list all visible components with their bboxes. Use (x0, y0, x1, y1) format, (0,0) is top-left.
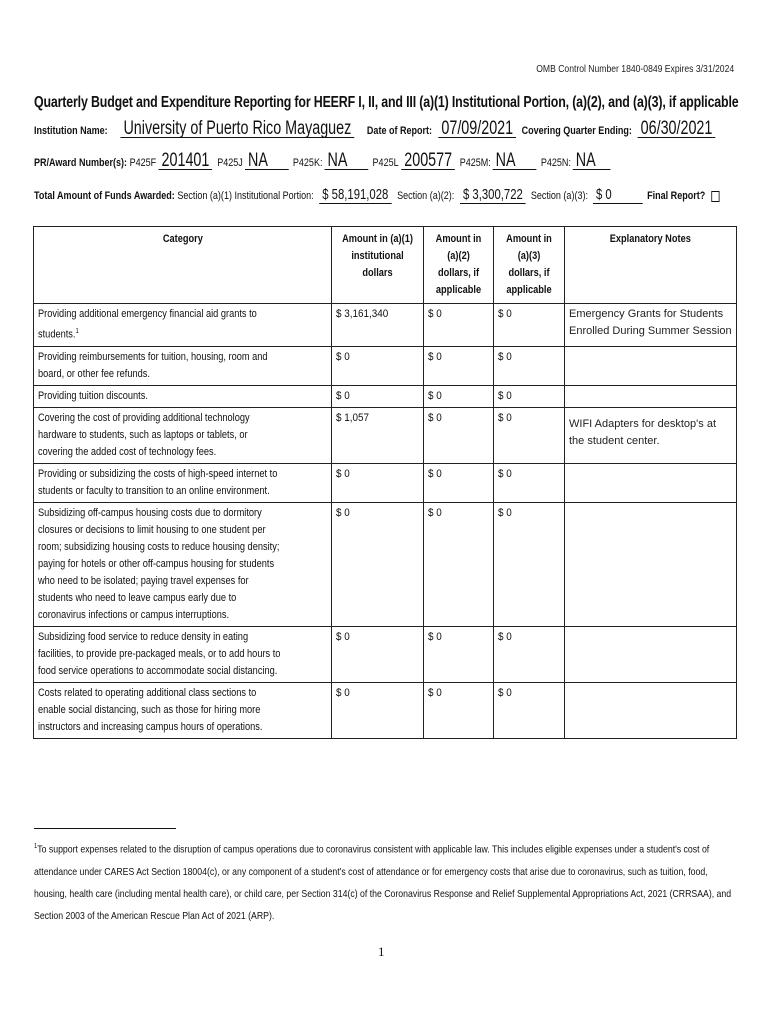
a2-award-field[interactable]: $ 3,300,722 (460, 186, 526, 204)
footnote-text: To support expenses related to the disruption of campus operations due to coronavirus consistent with applicable law. This includes eligible expenses under a student's cost of attendance under CARES Act Section 18004(c), or any component of a student's cost of attendance or for emergency costs that arise due to coronavirus, such as tuition, food, housing, health care (including mental health care), or child care, per Section 314(c) of the Coronavirus Response and Relief Supplemental Appropriations Act, 2021 (CRRSAA), and Section 2003 of the American Rescue Plan Act of 2021 (ARP). (34, 843, 732, 922)
table-row (34, 304, 737, 347)
category-header: Category (34, 227, 332, 304)
p425n-label: P425N: (540, 157, 571, 169)
a3-amount-cell[interactable]: $ 0 (494, 304, 565, 347)
category-cell: Subsidizing food service to reduce density in eating facilities, to provide pre-packaged meals, or to add hours to food service operations to accommodate social distancing. (34, 626, 332, 682)
category-cell: Providing reimbursements for tuition, housing, room and board, or other fee refunds. (34, 346, 332, 385)
a1-amount-cell[interactable]: $ 0 (332, 682, 424, 738)
footnote-ref: 1 (75, 328, 79, 335)
p425f-field[interactable]: 201401 (158, 152, 212, 170)
a3-amount-cell[interactable]: $ 0 (494, 463, 565, 502)
a2-amount-header: Amount in (a)(2) dollars, if applicable (424, 227, 494, 304)
date-of-report-field[interactable]: 07/09/2021 (438, 120, 516, 138)
final-report-checkbox[interactable] (711, 191, 719, 202)
footnote-divider (34, 828, 176, 829)
footnote (34, 836, 735, 927)
category-cell: Providing additional emergency financial aid grants to students.$^1$ (34, 304, 332, 347)
a3-amount-cell[interactable]: $ 0 (494, 502, 565, 626)
a3-amount-header: Amount in (a)(3) dollars, if applicable (494, 227, 565, 304)
notes-cell[interactable] (565, 502, 737, 626)
a2-amount-cell[interactable]: $ 0 (424, 385, 494, 407)
a3-amount-cell[interactable]: $ 0 (494, 346, 565, 385)
a2-amount-cell[interactable]: $ 0 (424, 407, 494, 463)
total-funds-line (34, 186, 719, 204)
a3-amount-cell[interactable]: $ 0 (494, 626, 565, 682)
covering-quarter-field[interactable]: 06/30/2021 (638, 120, 716, 138)
p425k-field[interactable]: NA (324, 152, 368, 170)
institution-label: Institution Name: (34, 125, 108, 137)
p425l-field[interactable]: 200577 (401, 152, 455, 170)
notes-cell[interactable] (565, 463, 737, 502)
expenditure-table (33, 226, 737, 739)
a3-amount-cell[interactable]: $ 0 (494, 407, 565, 463)
category-cell: Providing or subsidizing the costs of high-speed internet to students or faculty to transition to an online environment. (34, 463, 332, 502)
a1-amount-cell[interactable]: $ 0 (332, 502, 424, 626)
a2-amount-cell[interactable]: $ 0 (424, 346, 494, 385)
notes-cell[interactable]: WIFI Adapters for desktop's at the student center. (565, 407, 737, 463)
notes-header: Explanatory Notes (565, 227, 737, 304)
a3-amount-cell[interactable]: $ 0 (494, 682, 565, 738)
omb-control-number: OMB Control Number 1840-0849 Expires 3/31/2024 (536, 64, 734, 75)
a1-amount-cell[interactable]: $ 0 (332, 385, 424, 407)
table-row (34, 626, 737, 682)
covering-quarter-label: Covering Quarter Ending: (521, 125, 632, 137)
pr-award-label: PR/Award Number(s): (34, 157, 128, 169)
p425m-field[interactable]: NA (493, 152, 537, 170)
a1-amount-cell[interactable]: $ 0 (332, 463, 424, 502)
a1-amount-cell[interactable]: $ 1,057 (332, 407, 424, 463)
p425f-label: P425F (129, 157, 157, 169)
table-row (34, 502, 737, 626)
a2-amount-cell[interactable]: $ 0 (424, 304, 494, 347)
p425l-label: P425L (372, 157, 399, 169)
table-row (34, 682, 737, 738)
a1-portion-label: Section (a)(1) Institutional Portion: (177, 190, 314, 202)
final-report-label: Final Report? (647, 190, 706, 202)
category-cell: Subsidizing off-campus housing costs due to dormitory closures or decisions to limit housing to one student per room; subsidizing housing costs to reduce housing density; paying for hotels or other off-campus housing for students who need to be isolated; paying travel expenses for students who need to leave campus early due to coronavirus infections or campus interruptions. (34, 502, 332, 626)
notes-cell[interactable]: Emergency Grants for Students Enrolled During Summer Session (565, 304, 737, 347)
a2-section-label: Section (a)(2): (397, 190, 455, 202)
award-numbers-line (34, 152, 612, 170)
category-cell: Costs related to operating additional class sections to enable social distancing, such as those for hiring more instructors and increasing campus hours of operations. (34, 682, 332, 738)
a1-amount-cell[interactable]: $ 3,161,340 (332, 304, 424, 347)
institution-name-field[interactable]: University of Puerto Rico Mayaguez (120, 120, 354, 138)
p425j-field[interactable]: NA (245, 152, 289, 170)
notes-cell[interactable] (565, 626, 737, 682)
page-title: Quarterly Budget and Expenditure Reporting for HEERF I, II, and III (a)(1) Institutional Portion, (a)(2), and (a)(3), if applicable (34, 94, 739, 111)
date-of-report-label: Date of Report: (366, 125, 433, 137)
table-row (34, 463, 737, 502)
category-cell: Providing tuition discounts. (34, 385, 332, 407)
notes-cell[interactable] (565, 385, 737, 407)
table-row (34, 407, 737, 463)
table-row (34, 346, 737, 385)
a3-section-label: Section (a)(3): (530, 190, 588, 202)
p425m-label: P425M: (459, 157, 491, 169)
p425n-field[interactable]: NA (573, 152, 611, 170)
a2-amount-cell[interactable]: $ 0 (424, 626, 494, 682)
a2-amount-cell[interactable]: $ 0 (424, 463, 494, 502)
page-number: 1 (378, 944, 385, 959)
notes-cell[interactable] (565, 682, 737, 738)
p425k-label: P425K: (292, 157, 323, 169)
footnote-mark: 1 (34, 843, 38, 850)
total-funds-label: Total Amount of Funds Awarded: (34, 190, 175, 202)
a2-amount-cell[interactable]: $ 0 (424, 502, 494, 626)
table-header-row (34, 227, 737, 304)
a2-amount-cell[interactable]: $ 0 (424, 682, 494, 738)
p425j-label: P425J (217, 157, 243, 169)
a3-amount-cell[interactable]: $ 0 (494, 385, 565, 407)
a1-amount-cell[interactable]: $ 0 (332, 346, 424, 385)
notes-cell[interactable] (565, 346, 737, 385)
a1-award-field[interactable]: $ 58,191,028 (319, 186, 391, 204)
category-cell: Covering the cost of providing additional technology hardware to students, such as laptops or tablets, or covering the added cost of technology fees. (34, 407, 332, 463)
a1-amount-header: Amount in (a)(1) institutional dollars (332, 227, 424, 304)
institution-line (34, 120, 719, 138)
a1-amount-cell[interactable]: $ 0 (332, 626, 424, 682)
table-row (34, 385, 737, 407)
a3-award-field[interactable]: $ 0 (593, 186, 643, 204)
